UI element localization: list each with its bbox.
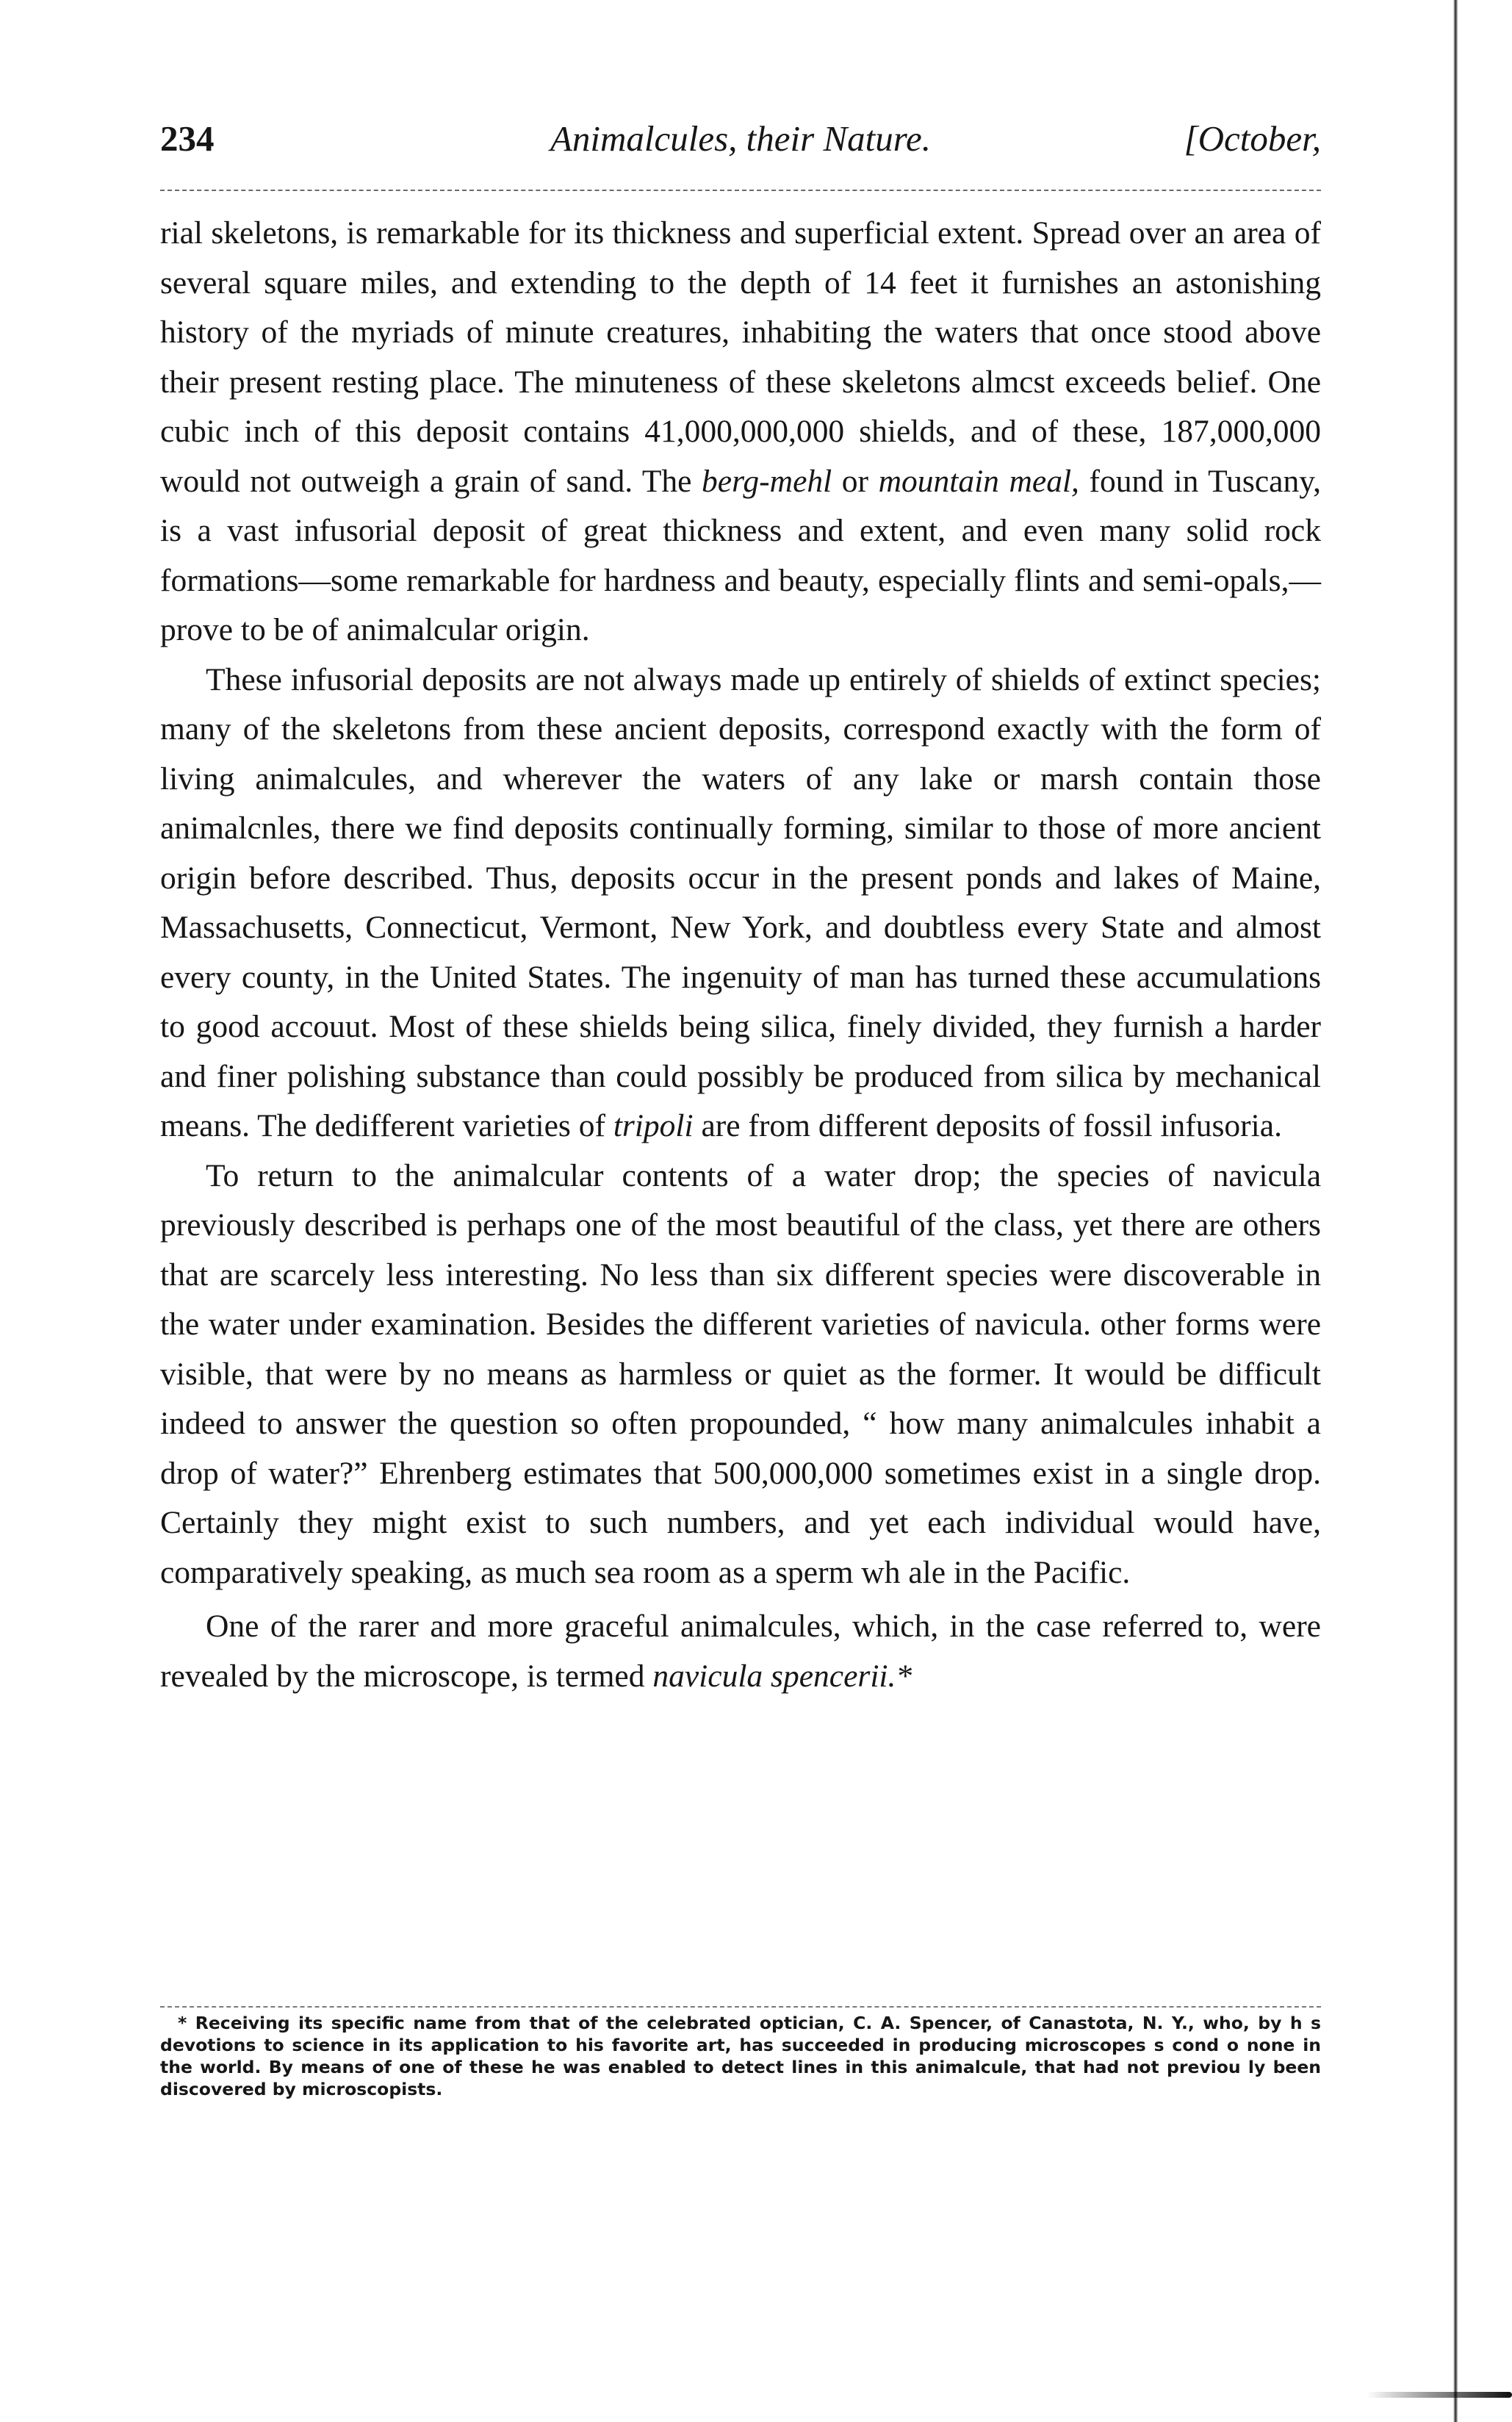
term-tripoli: tripoli bbox=[613, 1108, 694, 1143]
paragraph-1-text-b: or bbox=[832, 463, 879, 499]
footnote-rule bbox=[160, 2006, 1321, 2008]
binding-edge-shadow bbox=[1453, 0, 1458, 2422]
paragraph-2-text-a: These infusorial deposits are not always made up entirely of shields of extinct species; many of the skeletons from these ancient deposits, correspond exactly with the form of living animalcules, and wherever the waters of any lake or marsh contain those animalcnles, there we find deposits continually forming, similar to those of more ancient origin before described. Thus, deposits occur in the present ponds and lakes of Maine, Massachusetts, Connecticut, Vermont, New York, and doubtless every State and almost every county, in the United States. The ingenuity of man has turned these accumulations to good accouut. Most of these shields being silica, finely divided, they furnish a harder and finer polishing substance than could possibly be produced from silica by mechanical means. The dedifferent varieties of bbox=[160, 661, 1321, 1143]
running-month: [October, bbox=[1184, 118, 1321, 159]
page-number: 234 bbox=[160, 118, 215, 159]
term-mountain-meal: mountain meal, bbox=[878, 463, 1079, 499]
running-head bbox=[160, 118, 1321, 169]
paragraph-1 bbox=[160, 209, 1321, 655]
paragraph-4-text-a: One of the rarer and more graceful animalcules, which, in the case referred to, were revealed by the microscope, is termed bbox=[160, 1609, 1321, 1694]
footnote: * Receiving its specific name from that of the celebrated optician, C. A. Spencer, of Canastota, N. Y., who, by h s devotions to science in its application to his favorite art, has succeeded in producing microscopes s cond o none in the world. By means of one of these he was enabled to detect lines in this animalcule, that had not previou ly been discovered by microscopists. bbox=[160, 2013, 1321, 2099]
main-text bbox=[160, 209, 1321, 1701]
paragraph-3: To return to the animalcular contents of a water drop; the species of navicula previously described is perhaps one of the most beautiful of the class, yet there are others that are scarcely less interesting. No less than six different species were discoverable in the water under examination. Besides the different varieties of navicula. other forms were visible, that were by no means as harmless or quiet as the former. It would be difficult indeed to answer the question so often propounded, “ how many animalcules inhabit a drop of water?” Ehrenberg estimates that 500,000,000 sometimes exist in a single drop. Certainly they might exist to such numbers, and yet each individual would have, comparatively speaking, as much sea room as a sperm wh ale in the Pacific. bbox=[160, 1157, 1321, 1590]
paragraph-2 bbox=[160, 655, 1321, 1151]
paragraph-4 bbox=[160, 1602, 1321, 1701]
page-corner-shadow bbox=[1367, 2392, 1512, 2398]
paragraph-2-text-b: are from different deposits of fossil infusoria. bbox=[693, 1108, 1282, 1143]
paragraph-1-text-c: found in Tuscany, is a vast infusorial deposit of great thickness and extent, and even many solid rock formations—some remarkable for hardness and beauty, especially flints and semi-opals,—prove to be of animalcular origin. bbox=[160, 463, 1321, 647]
running-title: Animalcules, their Nature. bbox=[550, 118, 932, 159]
header-rule bbox=[160, 190, 1321, 191]
term-navicula-spencerii: navicula spencerii.* bbox=[652, 1658, 912, 1694]
paragraph-1-text-a: rial skeletons, is remarkable for its thickness and superficial extent. Spread over an area of several square miles, and extending to the depth of 14 feet it furnishes an astonishing history of the myriads of minute creatures, inhabiting the waters that once stood above their present resting place. The minuteness of these skeletons almcst exceeds belief. One cubic inch of this deposit contains 41,000,000,000 shields, and of these, 187,000,000 would not outweigh a grain of sand. The bbox=[160, 215, 1321, 499]
term-berg-mehl: berg-mehl bbox=[702, 463, 832, 499]
